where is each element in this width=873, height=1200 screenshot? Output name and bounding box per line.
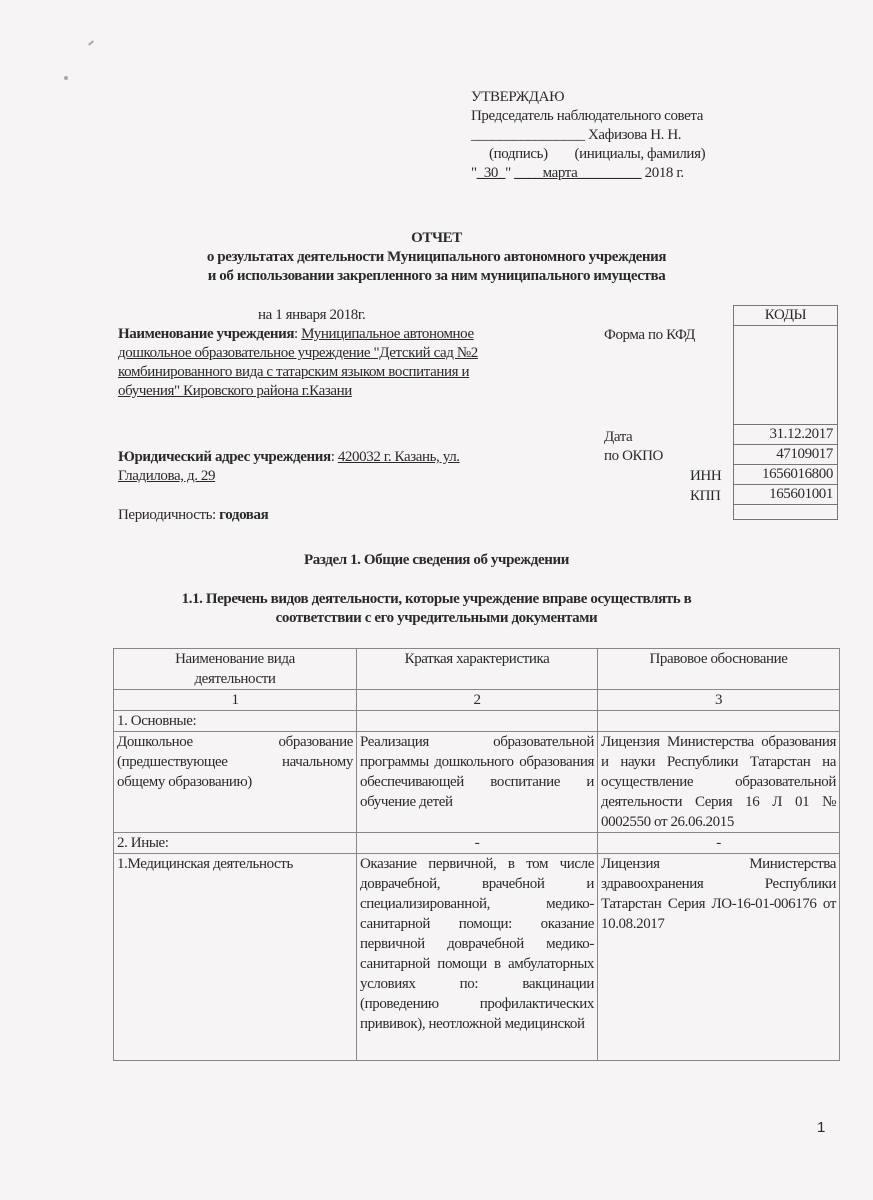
approval-block: [471, 88, 705, 183]
approval-title: УТВЕРЖДАЮ: [471, 89, 565, 105]
name-label: Наименование учреждения: [118, 326, 295, 342]
kpp-label: КПП: [690, 488, 721, 504]
name-line: Муниципальное автономное: [301, 326, 474, 342]
scan-mark: [88, 40, 94, 45]
table-cell: 1.Медицинская деятельность: [114, 854, 357, 1061]
page-number: 1: [817, 1119, 825, 1136]
activities-table: [113, 648, 840, 1061]
table-cell: [598, 711, 840, 732]
approval-date: "_30_" ____марта_________ 2018 г.: [471, 165, 684, 181]
name-line: обучения" Кировского района г.Казани: [118, 383, 352, 399]
name-line: комбинированного вида с татарским языком воспитания и: [118, 364, 470, 380]
periodicity-label: Периодичность:: [118, 507, 216, 523]
report-subtitle: о результатах деятельности Муниципального автономного учреждения: [206, 249, 667, 265]
okpo-value: 47109017: [734, 445, 838, 465]
scan-mark: [64, 76, 68, 80]
section-subtitle-line: соответствии с его учредительными документами: [275, 610, 598, 626]
signature-caption: (подпись) (инициалы, фамилия): [489, 146, 706, 162]
column-number: 3: [598, 690, 840, 711]
date-value: 31.12.2017: [734, 425, 838, 445]
table-cell: [357, 711, 598, 732]
column-number: 1: [114, 690, 357, 711]
table-cell: 2. Иные:: [114, 833, 357, 854]
section-subtitle: [0, 590, 873, 628]
table-row: [114, 711, 840, 732]
report-heading: [0, 229, 873, 286]
table-cell: Реализация образовательной программы дошкольного образования обеспечивающей воспитание и обучение детей: [357, 732, 598, 833]
date-month: ____марта_________: [514, 165, 642, 181]
table-header-row: [114, 649, 840, 690]
date-year: 2018 г.: [644, 165, 684, 181]
report-subtitle: и об использовании закрепленного за ним муниципального имущества: [207, 268, 666, 284]
codes-table: [733, 305, 838, 520]
table-row: [114, 854, 840, 1061]
name-line: дошкольное образовательное учреждение "Детский сад №2: [118, 345, 478, 361]
table-cell: -: [357, 833, 598, 854]
date-label: Дата: [604, 429, 633, 445]
approval-position: Председатель наблюдательного совета: [471, 108, 703, 124]
institution-address: Юридический адрес учреждения: 420032 г. Казань, ул. Гладилова, д. 29: [118, 449, 460, 484]
inn-label: ИНН: [690, 468, 722, 484]
table-cell: Дошкольное образование (предшествующее начальному общему образованию): [114, 732, 357, 833]
kpp-value: 165601001: [734, 485, 838, 505]
report-title: ОТЧЕТ: [411, 230, 462, 246]
section-subtitle-line: 1.1. Перечень видов деятельности, которые учреждение вправе осуществлять в: [181, 591, 692, 607]
table-row: [114, 833, 840, 854]
codes-empty-cell: [734, 505, 838, 520]
table-cell: Лицензия Министерства здравоохранения Республики Татарстан Серия ЛО-16-01-006176 от 10.08.2017: [598, 854, 840, 1061]
address-line: Гладилова, д. 29: [118, 468, 216, 484]
table-cell: Лицензия Министерства образования и науки Республики Татарстан на осуществление образовательной деятельности Серия 16 Л 01 № 0002550 от 26.06.2015: [598, 732, 840, 833]
inn-value: 1656016800: [734, 465, 838, 485]
signature-line: ________________ Хафизова Н. Н.: [471, 127, 682, 143]
table-cell: 1. Основные:: [114, 711, 357, 732]
address-line: 420032 г. Казань, ул.: [337, 449, 460, 465]
table-number-row: [114, 690, 840, 711]
date-day: _30_: [476, 165, 506, 181]
section-title: Раздел 1. Общие сведения об учреждении: [304, 552, 569, 568]
table-cell: -: [598, 833, 840, 854]
column-header: Наименование вида деятельности: [114, 649, 357, 690]
form-value: [734, 326, 838, 425]
report-as-of: на 1 января 2018г.: [258, 307, 366, 323]
column-header: Краткая характеристика: [357, 649, 598, 690]
okpo-label: по ОКПО: [604, 448, 663, 464]
periodicity-value: годовая: [219, 507, 269, 523]
periodicity: [118, 506, 268, 525]
column-header: Правовое обоснование: [598, 649, 840, 690]
table-row: [114, 732, 840, 833]
form-label: Форма по КФД: [604, 327, 696, 343]
codes-header: КОДЫ: [734, 306, 838, 326]
table-cell: Оказание первичной, в том числе доврачебной, врачебной и специализированной, медико-санитарной помощи: оказание первичной доврачебной медико-санитарной помощи в амбулаторных условиях по: вакцинации (проведению профилактических прививок), неотложной медицинской: [357, 854, 598, 1061]
column-number: 2: [357, 690, 598, 711]
institution-name: Наименование учреждения: Муниципальное автономное дошкольное образовательное учреждение "Детский сад №2 комбинированного вида с татарским языком воспитания и обучения" Кировского района г.Казани: [118, 326, 478, 399]
address-label: Юридический адрес учреждения: [118, 449, 331, 465]
